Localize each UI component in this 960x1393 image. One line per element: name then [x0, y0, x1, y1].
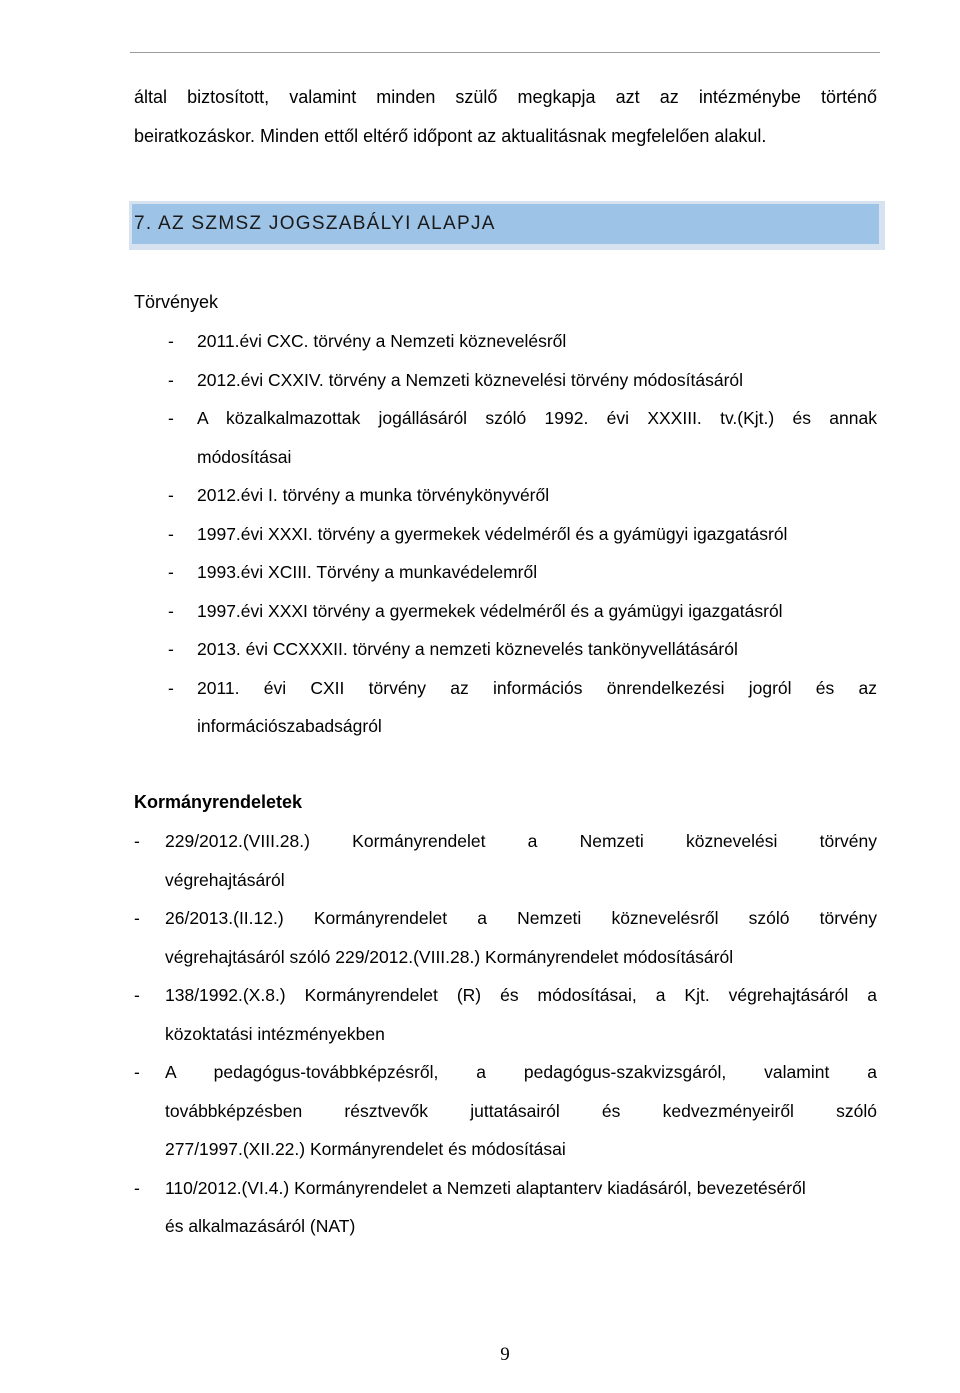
list-dash: - — [134, 1177, 140, 1198]
list-item — [134, 822, 877, 899]
law-text: 2013. évi CCXXXII. törvény a nemzeti köznevelés tankönyvellátásáról — [197, 639, 738, 659]
section-heading: 7. AZ SZMSZ JOGSZABÁLYI ALAPJA — [134, 213, 496, 234]
list-item — [134, 669, 877, 746]
list-dash: - — [168, 485, 174, 505]
decree-text: és alkalmazásáról (NAT) — [165, 1216, 356, 1236]
decree-text: 277/1997.(XII.22.) Kormányrendelet és módosításai — [165, 1139, 566, 1159]
list-item — [134, 361, 877, 400]
law-text: 1993.évi XCIII. Törvény a munkavédelemről — [197, 562, 538, 582]
decree-text: 138/1992.(X.8.) Kormányrendelet (R) és módosításai, a Kjt. végrehajtásáról a — [165, 985, 877, 1005]
list-item — [134, 515, 877, 554]
decree-text: A pedagógus-továbbképzésről, a pedagógus-szakvizsgáról, valamint a — [165, 1062, 877, 1082]
header-rule — [130, 52, 880, 53]
list-dash: - — [168, 369, 174, 390]
list-dash: - — [134, 831, 140, 851]
list-item — [134, 1169, 877, 1246]
list-dash: - — [168, 562, 174, 582]
page-number: 9 — [500, 1344, 510, 1365]
laws-title: Törvények — [134, 292, 219, 312]
decrees-list — [134, 822, 877, 1246]
law-text: 2011. évi CXII törvény az információs önrendelkezési jogról és az — [197, 677, 877, 698]
decree-text: végrehajtásáról szóló 229/2012.(VIII.28.) Kormányrendelet módosításáról — [165, 946, 734, 967]
list-dash: - — [134, 1062, 140, 1082]
law-text: módosításai — [197, 446, 292, 467]
list-item — [134, 553, 877, 592]
laws-list — [134, 322, 877, 746]
list-dash: - — [168, 600, 174, 621]
list-dash: - — [168, 331, 174, 351]
intro-line: által biztosított, valamint minden szülő megkapja azt az intézménybe történő — [134, 87, 877, 107]
law-text: 1997.évi XXXI. törvény a gyermekek védelméről és a gyámügyi igazgatásról — [197, 523, 788, 544]
law-text: 2012.évi CXXIV. törvény a Nemzeti köznevelési törvény módosításáról — [197, 369, 744, 390]
list-dash: - — [134, 908, 140, 928]
law-text: információszabadságról — [197, 716, 382, 736]
list-item — [134, 630, 877, 669]
decree-text: közoktatási intézményekben — [165, 1023, 385, 1044]
list-item — [134, 899, 877, 976]
list-item — [134, 976, 877, 1053]
list-dash: - — [134, 985, 140, 1005]
list-item — [134, 322, 877, 361]
decree-text: 229/2012.(VIII.28.) Kormányrendelet a Nemzeti köznevelési törvény — [165, 831, 877, 851]
decrees-title: Kormányrendeletek — [134, 792, 303, 812]
list-dash: - — [168, 677, 174, 698]
list-item — [134, 399, 877, 476]
list-item — [134, 592, 877, 631]
intro-paragraph — [134, 78, 877, 155]
decree-text: továbbképzésben résztvevők juttatásairól és kedvezményeiről szóló — [165, 1100, 877, 1121]
list-dash: - — [168, 408, 174, 428]
law-text: 2012.évi I. törvény a munka törvénykönyvéről — [197, 485, 550, 505]
list-dash: - — [168, 639, 174, 659]
decree-text: 26/2013.(II.12.) Kormányrendelet a Nemzeti köznevelésről szóló törvény — [165, 908, 877, 928]
intro-line: beiratkozáskor. Minden ettől eltérő időpont az aktualitásnak megfelelően alakul. — [134, 125, 767, 146]
law-text: 1997.évi XXXI törvény a gyermekek védelméről és a gyámügyi igazgatásról — [197, 600, 783, 621]
law-text: 2011.évi CXC. törvény a Nemzeti köznevelésről — [197, 331, 567, 351]
decree-text: 110/2012.(VI.4.) Kormányrendelet a Nemzeti alaptanterv kiadásáról, bevezetéséről — [165, 1177, 806, 1198]
list-dash: - — [168, 523, 174, 544]
decree-text: végrehajtásáról — [165, 869, 285, 890]
list-item — [134, 476, 877, 515]
law-text: A közalkalmazottak jogállásáról szóló 1992. évi XXXIII. tv.(Kjt.) és annak — [197, 408, 877, 428]
list-item — [134, 1053, 877, 1169]
